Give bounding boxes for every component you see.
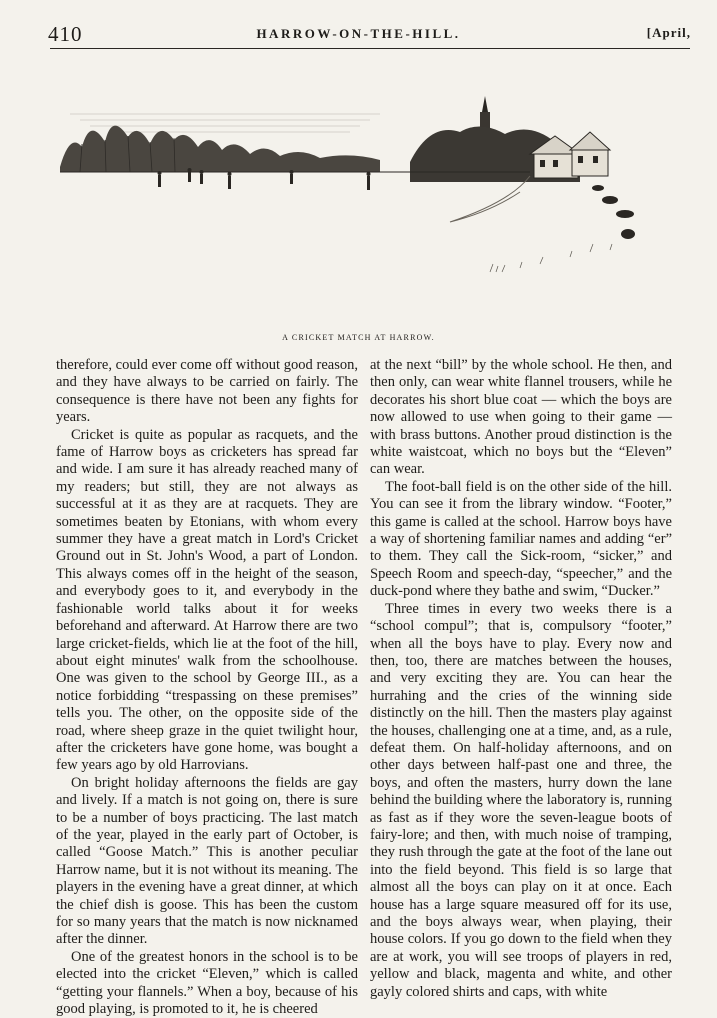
paragraph: One of the greatest honors in the school is to be elected into the cricket “Eleven,” which is called “getting your flannels.” When a boy, because of his good playing, is promoted to it, he is cheered (56, 948, 358, 1018)
cricket-match-illustration (50, 92, 650, 292)
paragraph: at the next “bill” by the whole school. He then, and then only, can wear white flannel trousers, while he decorates his short blue coat — which the boys are now allowed to use when going to their game — with brass buttons. Another proud distinction is the white waistcoat, which no boys but the “Eleven” can wear. (370, 357, 672, 478)
issue-month: [April, (646, 25, 691, 40)
header-rule (50, 48, 690, 49)
running-title: HARROW-ON-THE-HILL. (256, 26, 461, 41)
page-header (0, 0, 717, 50)
paragraph: Cricket is quite as popular as racquets, and the fame of Harrow boys as cricketers has spread far and wide. I am sure it has already reached many of my readers; but still, they are not always as successful at it as they are at racquets. They are sometimes beaten by Etonians, with whom every summer they have a great match in Lord's Cricket Ground out in St. John's Wood, a part of London. This always comes off in the height of the season, and everybody goes to it, and everybody in the fashionable world talks about it for weeks beforehand and afterward. At Harrow there are two large cricket-fields, which lie at the foot of the hill, about eight minutes' walk from the schoolhouse. One was given to the school by George III., as a notice forbidding “trespassing on these premises” tells you. The other, on the opposite side of the road, where sheep graze in the quiet twilight hour, after the cricketers have gone home, was bought a few years ago by old Harrovians. (56, 426, 358, 774)
illustration-caption: A CRICKET MATCH AT HARROW. (282, 333, 435, 342)
paragraph: Three times in every two weeks there is a “school compul”; that is, compulsory “footer,” when all the boys have to play. Every now and then, too, there are matches between the houses, and very exciting they are. You can hear the hurrahing and the cries of the winning side distinctly on the hill. Then the masters play against the houses, challenging one at a time, and, as a rule, defeat them. On half-holiday afternoons, and on other days between half-past one and three, the boys, and often the masters, hurry down the lane behind the building where the laboratory is, running as fast as if they wore the seven-league boots of fairy-lore; and then, with much noise of tramping, they rush through the gate at the foot of the lane out into the field beyond. This field is so large that almost all the boys can play on it at once. Each house has a large square measured off for its use, and the boys always wear, when playing, their house colors. If you go down to the field when they are at work, you will see troops of players in red, yellow and black, magenta and white, and other gayly colored shirts and caps, with white (370, 600, 673, 1000)
right-column (370, 357, 672, 1001)
left-column (56, 357, 358, 1018)
paragraph: On bright holiday afternoons the fields are gay and lively. If a match is not going on, there is sure to be a number of boys practicing. The last match of the year, played in the early part of October, is called “Goose Match.” This is another peculiar Harrow name, but it is not without its meaning. The players in the evening have a great dinner, at which the chief dish is goose. This has been the custom for so many years that the match is now nicknamed after the dinner. (56, 774, 358, 948)
paragraph: The foot-ball field is on the other side of the hill. You can see it from the library window. “Footer,” this game is called at the school. Harrow boys have a way of shortening familiar names and adding “er” to them. They call the Sick-room, “sicker,” and Speech Room and speech-day, “speecher,” and the duck-pond where they bathe and swim, “Ducker.” (370, 478, 672, 600)
page-number: 410 (48, 22, 83, 46)
paragraph: therefore, could ever come off without good reason, and they have always to be carried on fairly. The consequence is there have not been any fights for years. (56, 357, 358, 426)
